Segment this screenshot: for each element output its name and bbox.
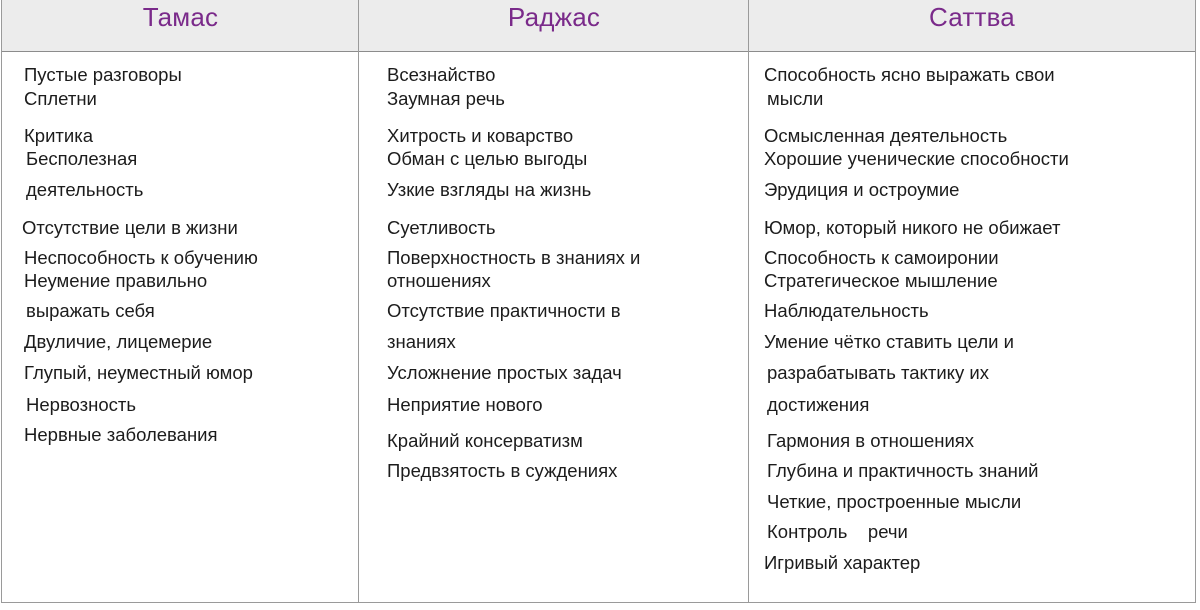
list-item: деятельность [26,179,144,200]
list-item: Сплетни [24,88,97,109]
list-item: Способность ясно выражать свои [764,64,1055,85]
list-item: Неспособность к обучению [24,247,258,268]
list-item: Хитрость и коварство [387,125,574,146]
list-item: Хорошие ученические способности [764,148,1069,169]
table-header-row [2,0,1195,52]
list-item: Четкие, простроенные мысли [767,491,1022,512]
column-divider [748,0,749,602]
list-item: Способность к самоиронии [764,247,999,268]
column-divider [358,0,359,602]
list-item: разрабатывать тактику их [767,362,989,383]
list-item: Игривый характер [764,552,921,573]
list-item: Неприятие нового [387,394,543,415]
list-item: Нервные заболевания [24,424,218,445]
list-item: Стратегическое мышление [764,270,998,291]
list-item: Гармония в отношениях [767,430,975,451]
list-item: Юмор, который никого не обижает [764,217,1061,238]
list-item: Всезнайство [387,64,496,85]
list-item: Критика [24,125,93,146]
list-item: Заумная речь [387,88,505,109]
list-item: Бесполезная [26,148,138,169]
list-item: Нервозность [26,394,136,415]
gunas-comparison-table [1,0,1196,603]
list-item: Крайний консерватизм [387,430,583,451]
list-item: Осмысленная деятельность [764,125,1008,146]
list-item: Усложнение простых задач [387,362,622,383]
list-item: Наблюдательность [764,300,929,321]
list-item: Двуличие, лицемерие [24,331,213,352]
list-item: Глупый, неуместный юмор [24,362,253,383]
list-item: Контроль речи [767,521,908,542]
list-item: Обман с целью выгоды [387,148,588,169]
list-item: Отсутствие практичности в [387,300,621,321]
list-item: Эрудиция и остроумие [764,179,960,200]
list-item: отношениях [387,270,491,291]
list-item: выражать себя [26,300,155,321]
list-item: Поверхностность в знаниях и [387,247,641,268]
list-item: достижения [767,394,870,415]
list-item: Неумение правильно [24,270,208,291]
list-item: Суетливость [387,217,496,238]
column-title-rajas: Раджас [507,2,601,32]
list-item: Умение чётко ставить цели и [764,331,1014,352]
list-item: Узкие взгляды на жизнь [387,179,592,200]
list-item: Пустые разговоры [24,64,182,85]
column-title-sattva: Саттва [929,2,1015,32]
list-item: Глубина и практичность знаний [767,460,1039,481]
column-title-tamas: Тамас [142,2,219,32]
list-item: Отсутствие цели в жизни [22,217,238,238]
list-item: Предвзятость в суждениях [387,460,618,481]
list-item: знаниях [387,331,456,352]
list-item: мысли [767,88,824,109]
